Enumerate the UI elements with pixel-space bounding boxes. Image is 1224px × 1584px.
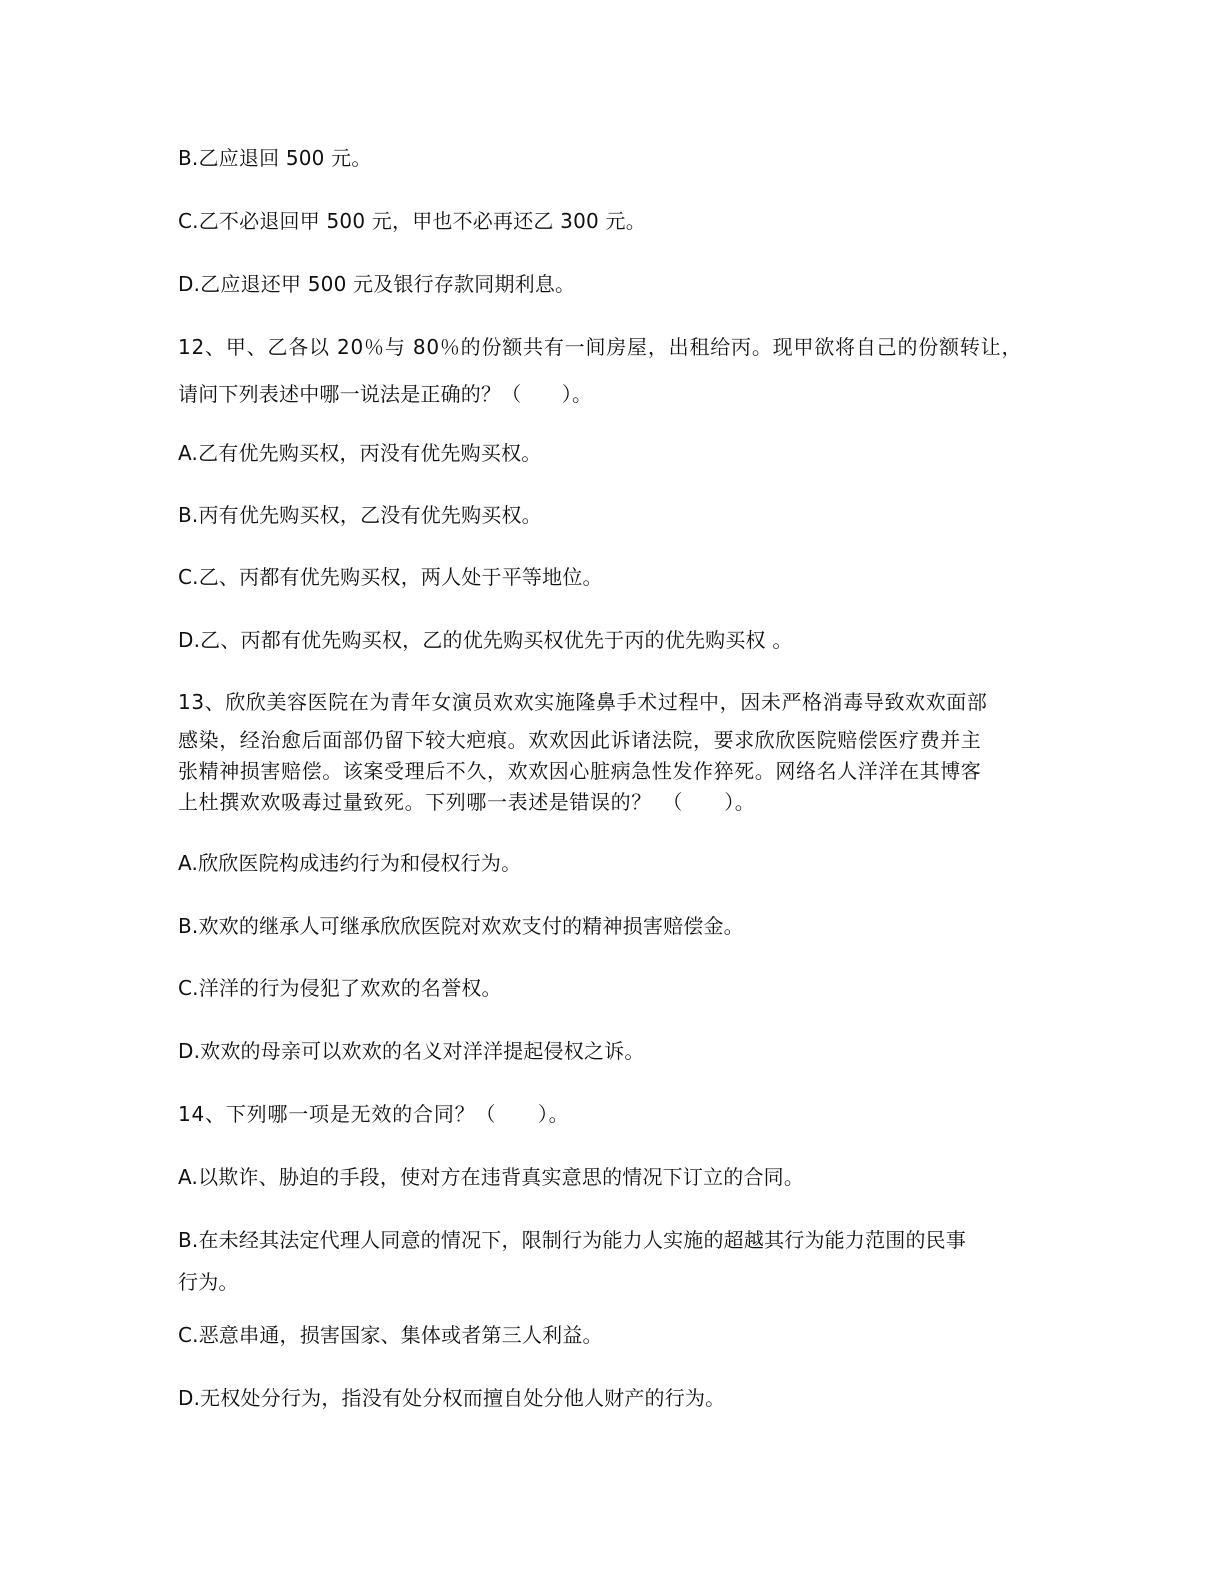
q13-option-c: C.洋洋的行为侵犯了欢欢的名誉权。 <box>178 976 502 1000</box>
q13-stem-line3: 张精神损害赔偿。该案受理后不久，欢欢因心脏病急性发作猝死。网络名人洋洋在其博客 <box>178 759 982 783</box>
q12-option-d: D.乙、丙都有优先购买权，乙的优先购买权优先于丙的优先购买权 。 <box>178 628 793 652</box>
q12-option-c: C.乙、丙都有优先购买权，两人处于平等地位。 <box>178 565 603 589</box>
q13-option-a: A.欣欣医院构成违约行为和侵权行为。 <box>178 851 522 875</box>
q14-stem: 14、下列哪一项是无效的合同？（ ）。 <box>178 1102 570 1126</box>
q14-option-b-line2: 行为。 <box>178 1270 239 1294</box>
q11-option-d: D.乙应退还甲 500 元及银行存款同期利息。 <box>178 272 576 296</box>
q13-stem-line1: 13、欣欣美容医院在为青年女演员欢欢实施隆鼻手术过程中，因未严格消毒导致欢欢面部 <box>178 690 988 714</box>
q12-option-b: B.丙有优先购买权，乙没有优先购买权。 <box>178 503 542 527</box>
q13-option-d: D.欢欢的母亲可以欢欢的名义对洋洋提起侵权之诉。 <box>178 1039 645 1063</box>
q13-stem-line2: 感染，经治愈后面部仍留下较大疤痕。欢欢因此诉诸法院，要求欣欣医院赔偿医疗费并主 <box>178 728 982 752</box>
q14-option-d: D.无权处分行为，指没有处分权而擅自处分他人财产的行为。 <box>178 1386 726 1410</box>
q13-option-b: B.欢欢的继承人可继承欣欣医院对欢欢支付的精神损害赔偿金。 <box>178 914 744 938</box>
q14-option-c: C.恶意串通，损害国家、集体或者第三人利益。 <box>178 1323 603 1347</box>
q13-stem-line4: 上杜撰欢欢吸毒过量致死。下列哪一表述是错误的？ （ ）。 <box>178 790 756 814</box>
q11-option-b: B.乙应退回 500 元。 <box>178 146 372 170</box>
q12-option-a: A.乙有优先购买权，丙没有优先购买权。 <box>178 441 542 465</box>
q13-stem <box>178 687 1058 818</box>
q11-option-c: C.乙不必退回甲 500 元，甲也不必再还乙 300 元。 <box>178 209 646 233</box>
q12-stem-line2: 请问下列表述中哪一说法是正确的？（ ）。 <box>178 382 593 406</box>
q12-stem-line1: 12、甲、乙各以 20％与 80％的份额共有一间房屋，出租给丙。现甲欲将自己的份额转让， <box>178 335 1023 359</box>
q14-option-b-line1: B.在未经其法定代理人同意的情况下，限制行为能力人实施的超越其行为能力范围的民事 <box>178 1228 967 1252</box>
q14-option-a: A.以欺诈、胁迫的手段，使对方在违背真实意思的情况下订立的合同。 <box>178 1165 805 1189</box>
